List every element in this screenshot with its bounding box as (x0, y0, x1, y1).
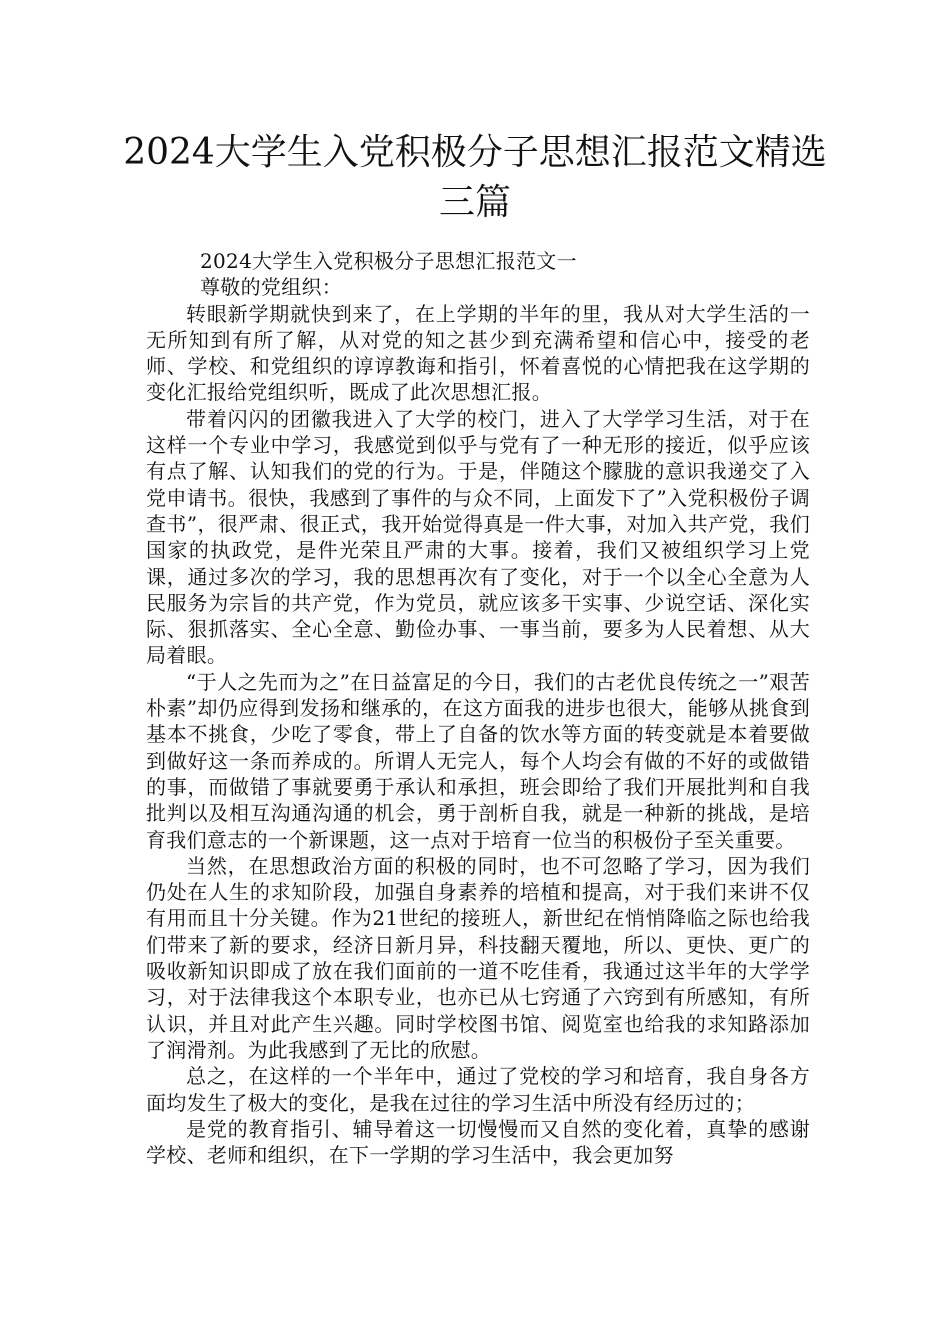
paragraph: 当然，在思想政治方面的积极的同时，也不可忽略了学习，因为我们仍处在人生的求知阶段，加强自身素养的培植和提高，对于我们来讲不仅有用而且十分关键。作为21世纪的接班人，新世纪在悄悄降临之际也给我们带来了新的要求，经济日新月异，科技翻天覆地，所以、更快、更广的吸收新知识即成了放在我们面前的一道不吃佳肴，我通过这半年的大学学习，对于法律我这个本职专业，也亦已从七窍通了六窍到有所感知，有所认识，并且对此产生兴趣。同时学校图书馆、阅览室也给我的求知路添加了润滑剂。为此我感到了无比的欣慰。 (146, 853, 810, 1062)
document-title: 2024大学生入党积极分子思想汇报范文精选三篇 (123, 132, 827, 223)
paragraph: 总之，在这样的一个半年中，通过了党校的学习和培育，我自身各方面均发生了极大的变化，是我在过往的学习生活中所没有经历过的； (146, 1064, 810, 1115)
paragraph: 带着闪闪的团徽我进入了大学的校门，进入了大学学习生活，对于在这样一个专业中学习，我感觉到似乎与党有了一种无形的接近，似乎应该有点了解、认知我们的党的行为。于是，伴随这个朦胧的意识我递交了入党申请书。很快，我感到了事件的与众不同，上面发下了”入党积极份子调查书”，很严肃、很正式，我开始觉得真是一件大事，对加入共产党，我们国家的执政党，是件光荣且严肃的大事。接着，我们又被组织学习上党课，通过多次的学习，我的思想再次有了变化，对于一个以全心全意为人民服务为宗旨的共产党，作为党员，就应该多干实事、少说空话、深化实际、狠抓落实、全心全意、勤俭办事、一事当前，要多为人民着想、从大局着眼。 (146, 406, 810, 668)
document-body (146, 248, 810, 1168)
section-heading: 2024大学生入党积极分子思想汇报范文一 (200, 249, 577, 273)
paragraph: “于人之先而为之”在日益富足的今日，我们的古老优良传统之一”艰苦朴素”却仍应得到发扬和继承的，在这方面我的进步也很大，能够从挑食到基本不挑食，少吃了零食，带上了自备的饮水等方面的转变就是本着要做到做好这一条而养成的。所谓人无完人，每个人均会有做的不好的或做错的事，而做错了事就要勇于承认和承担，班会即给了我们开展批判和自我批判以及相互沟通沟通的机会，勇于剖析自我，就是一种新的挑战，是培育我们意志的一个新课题，这一点对于培育一位当的积极份子至关重要。 (146, 669, 810, 852)
salutation: 尊敬的党组织： (200, 275, 343, 300)
paragraph: 是党的教育指引、辅导着这一切慢慢而又自然的变化着，真挚的感谢学校、老师和组织，在下一学期的学习生活中，我会更加努 (146, 1116, 810, 1168)
paragraph: 转眼新学期就快到来了，在上学期的半年的里，我从对大学生活的一无所知到有所了解，从对党的知之甚少到充满希望和信心中，接受的老师、学校、和党组织的谆谆教诲和指引，怀着喜悦的心情把我在这学期的变化汇报给党组织听，既成了此次思想汇报。 (146, 301, 810, 405)
